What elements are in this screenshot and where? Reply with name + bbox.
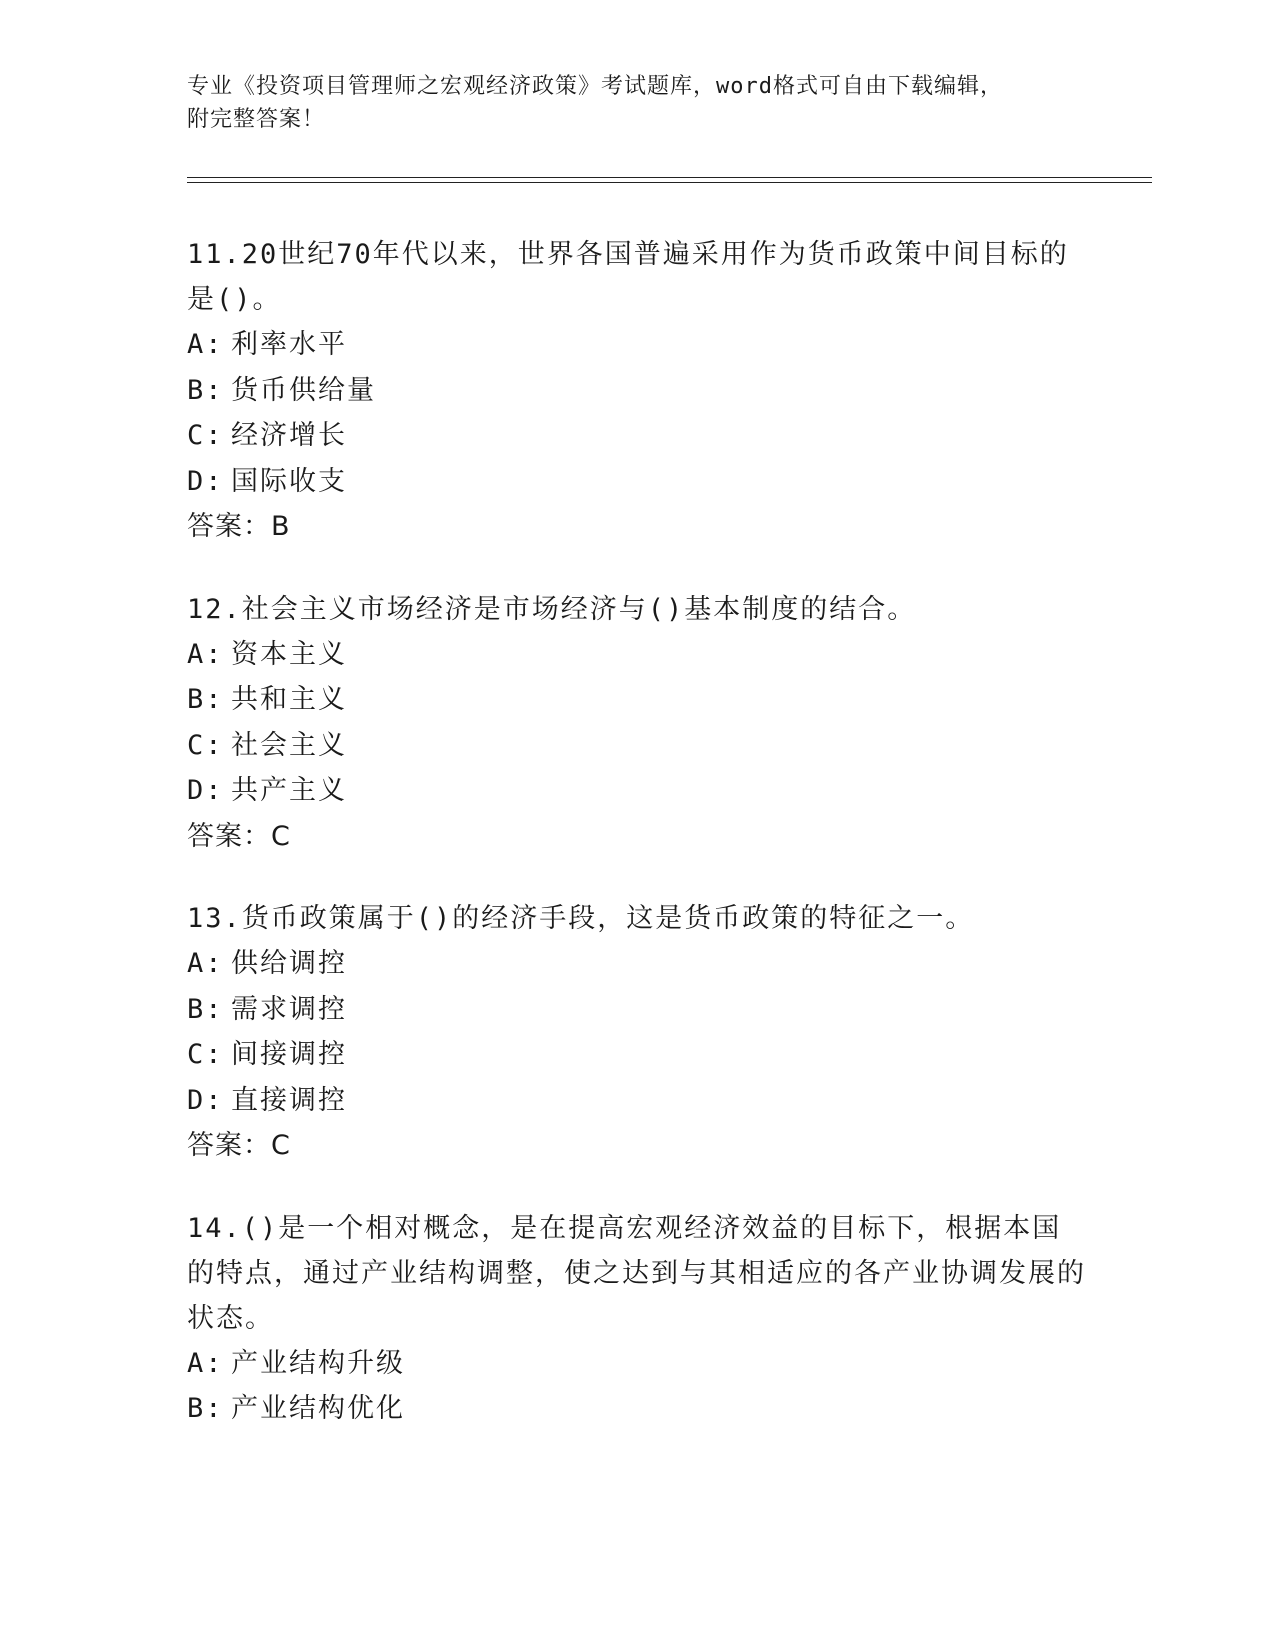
document-header [187,70,1067,136]
option-text: 产业结构优化 [231,1393,405,1424]
option-letter: A: [187,638,224,670]
option-letter: C: [187,729,224,761]
question-list [187,232,1087,1469]
option-letter: A: [187,329,224,360]
option-text: 社会主义 [231,729,347,761]
option-c [187,413,1087,459]
option-d [187,1078,1087,1124]
option-letter: B: [187,1393,224,1424]
header-line-1: 专业《投资项目管理师之宏观经济政策》考试题库，word格式可自由下载编辑， [187,74,1003,99]
option-letter: D: [187,775,224,806]
header-divider-bottom [187,182,1152,183]
option-letter: D: [187,1084,224,1116]
option-letter: B: [187,993,224,1025]
question-stem: 13.货币政策属于()的经济手段，这是货币政策的特征之一。 [187,903,975,934]
question-stem: 14.()是一个相对概念，是在提高宏观经济效益的目标下，根据本国的特点，通过产业结构调整，使之达到与其相适应的各产业协调发展的状态。 [187,1212,1086,1334]
answer-line: 答案：C [187,820,291,852]
question-item [187,232,1087,550]
option-letter: C: [187,420,224,451]
question-stem: 11.20世纪70年代以来，世界各国普遍采用作为货币政策中间目标的是()。 [187,239,1069,315]
option-text: 产业结构升级 [231,1347,405,1379]
option-text: 利率水平 [231,329,347,360]
option-text: 需求调控 [231,993,347,1025]
option-text: 共和主义 [231,684,347,715]
option-text: 共产主义 [231,775,347,806]
option-letter: A: [187,1347,224,1379]
option-text: 经济增长 [231,420,347,451]
option-b [187,987,1087,1033]
option-text: 国际收支 [231,465,347,497]
option-c [187,1032,1087,1078]
question-item [187,896,1087,1169]
option-c [187,723,1087,769]
option-text: 间接调控 [231,1039,347,1070]
option-text: 供给调控 [231,948,347,979]
option-a [187,1341,1087,1387]
answer-line: 答案：C [187,1130,291,1161]
header-divider-top [187,177,1152,178]
option-a [187,941,1087,987]
option-text: 资本主义 [231,638,347,670]
option-b [187,368,1087,414]
answer-line: 答案：B [187,511,291,542]
question-stem: 12.社会主义市场经济是市场经济与()基本制度的结合。 [187,593,917,625]
option-text: 货币供给量 [231,374,376,406]
option-a [187,322,1087,368]
option-letter: A: [187,948,224,979]
option-d [187,768,1087,814]
option-letter: D: [187,465,224,497]
question-item [187,587,1087,860]
option-text: 直接调控 [231,1084,347,1116]
option-b [187,1386,1087,1432]
option-d [187,459,1087,505]
header-line-2: 附完整答案！ [187,107,326,132]
option-letter: B: [187,684,224,715]
option-a [187,632,1087,678]
option-letter: C: [187,1039,224,1070]
question-item [187,1206,1087,1432]
option-letter: B: [187,374,224,406]
option-b [187,677,1087,723]
